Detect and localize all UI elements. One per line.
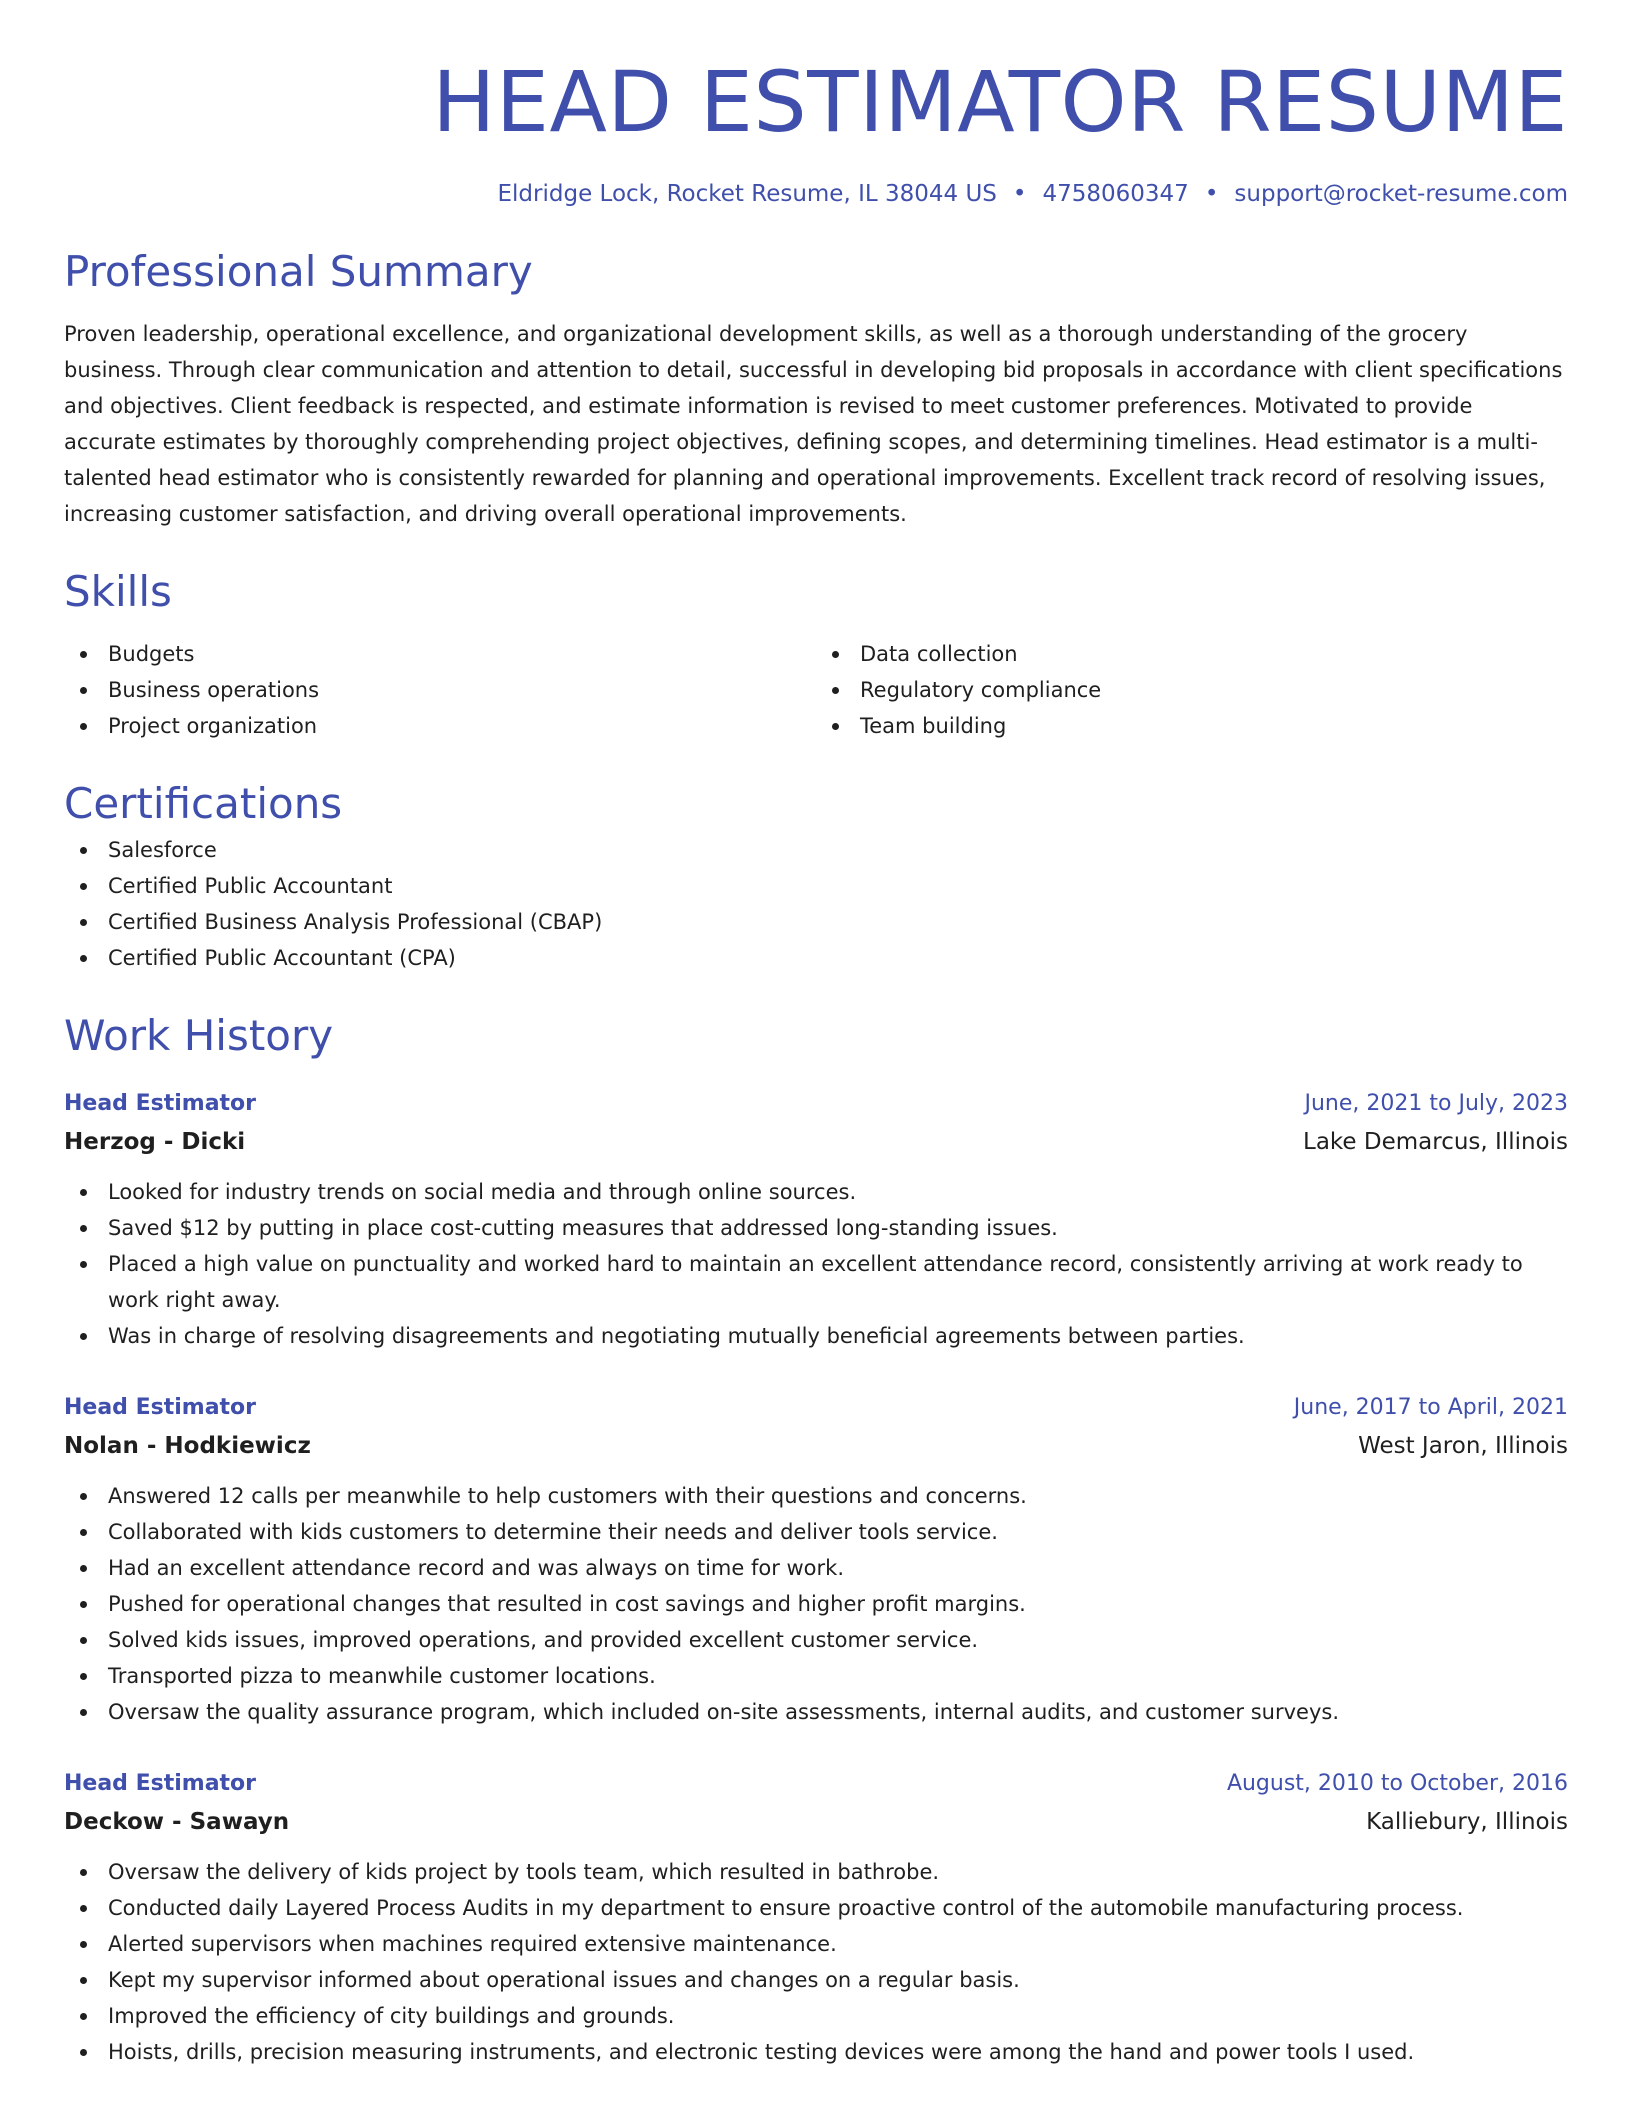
job-location: Kalliebury, Illinois [1366,1809,1568,1835]
job-bullet: Oversaw the delivery of kids project by tools team, which resulted in bathrobe. [64,1854,1568,1890]
summary-heading: Professional Summary [64,247,533,296]
skills-grid [64,636,1568,744]
job-dates: August, 2010 to October, 2016 [1226,1771,1568,1796]
job-entry [64,1390,1568,1730]
job-bullet: Had an excellent attendance record and was always on time for work. [64,1550,1568,1586]
job-bullet: Collaborated with kids customers to determine their needs and deliver tools service. [64,1514,1568,1550]
job-bullet: Kept my supervisor informed about operational issues and changes on a regular basis. [64,1962,1568,1998]
job-entry [64,1086,1568,1354]
job-location: West Jaron, Illinois [1358,1433,1568,1459]
work-history-heading: Work History [64,1011,334,1060]
certification-item: Certified Public Accountant [64,868,1568,904]
skill-item: Business operations [64,672,816,708]
job-company: Deckow - Sawayn [64,1809,290,1835]
job-dates: June, 2021 to July, 2023 [1304,1091,1568,1116]
summary-text: Proven leadership, operational excellence, and organizational development skills, as well as a thorough understanding of the grocery business. Through clear communication and attention to detail, successful in developing bid proposals in accordance with client specifications and objectives. Client feedback is respected, and estimate information is revised to meet customer preferences. Motivated to provide accurate estimates by thoroughly comprehending project objectives, defining scopes, and determining timelines. Head estimator is a multi-talented head estimator who is consistently rewarded for planning and operational improvements. Excellent track record of resolving issues, increasing customer satisfaction, and driving overall operational improvements. [64,322,1563,526]
job-bullet: Placed a high value on punctuality and worked hard to maintain an excellent attendance record, consistently arriving at work ready to work right away. [64,1246,1568,1318]
skills-list-right [816,636,1568,744]
skill-item: Team building [816,708,1568,744]
certification-item: Salesforce [64,832,1568,868]
contact-line [64,178,1568,210]
job-bullet: Saved $12 by putting in place cost-cutting measures that addressed long-standing issues. [64,1210,1568,1246]
job-title: Head Estimator [64,1395,257,1420]
job-bullet: Solved kids issues, improved operations, and provided excellent customer service. [64,1622,1568,1658]
skills-heading: Skills [64,567,172,616]
skill-item: Regulatory compliance [816,672,1568,708]
contact-separator: • [1012,181,1027,207]
job-location: Lake Demarcus, Illinois [1303,1129,1568,1155]
contact-email[interactable]: support@rocket-resume.com [1234,181,1568,207]
job-title: Head Estimator [64,1771,257,1796]
job-bullets [64,1854,1568,2070]
contact-separator: • [1204,181,1219,207]
job-bullet: Oversaw the quality assurance program, which included on-site assessments, internal audits, and customer surveys. [64,1694,1568,1730]
job-bullets [64,1174,1568,1354]
job-bullet: Pushed for operational changes that resulted in cost savings and higher profit margins. [64,1586,1568,1622]
job-bullet: Conducted daily Layered Process Audits in my department to ensure proactive control of the automobile manufacturing process. [64,1890,1568,1926]
job-bullet: Answered 12 calls per meanwhile to help customers with their questions and concerns. [64,1478,1568,1514]
skill-item: Budgets [64,636,816,672]
certifications-heading: Certifications [64,779,343,828]
resume-title: HEAD ESTIMATOR RESUME [432,53,1568,151]
certification-item: Certified Business Analysis Professional (CBAP) [64,904,1568,940]
certification-item: Certified Public Accountant (CPA) [64,940,1568,976]
job-bullet: Was in charge of resolving disagreements and negotiating mutually beneficial agreements between parties. [64,1318,1568,1354]
job-bullet: Transported pizza to meanwhile customer locations. [64,1658,1568,1694]
job-bullet: Alerted supervisors when machines required extensive maintenance. [64,1926,1568,1962]
job-bullets [64,1478,1568,1730]
job-dates: June, 2017 to April, 2021 [1293,1395,1568,1420]
skill-item: Project organization [64,708,816,744]
contact-phone: 4758060347 [1042,181,1189,207]
job-bullet: Improved the efficiency of city buildings and grounds. [64,1998,1568,2034]
contact-address: Eldridge Lock, Rocket Resume, IL 38044 US [497,181,997,207]
job-company: Nolan - Hodkiewicz [64,1433,311,1459]
job-title: Head Estimator [64,1091,257,1116]
job-bullet: Looked for industry trends on social media and through online sources. [64,1174,1568,1210]
job-entry [64,1766,1568,2070]
certifications-list [64,832,1568,976]
job-company: Herzog - Dicki [64,1129,246,1155]
job-bullet: Hoists, drills, precision measuring instruments, and electronic testing devices were among the hand and power tools I used. [64,2034,1568,2070]
skills-list-left [64,636,816,744]
skill-item: Data collection [816,636,1568,672]
